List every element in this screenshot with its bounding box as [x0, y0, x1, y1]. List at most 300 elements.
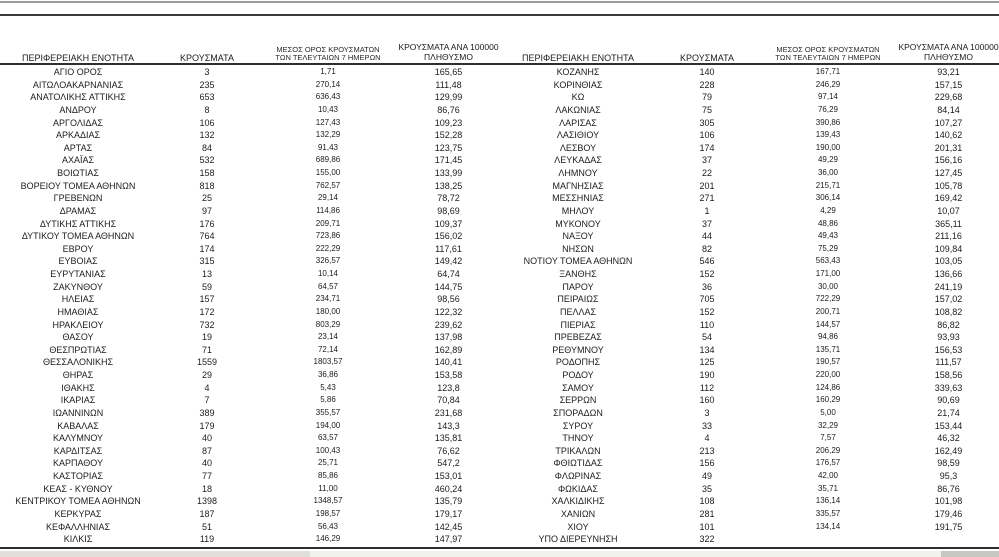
region-name-cell: ΙΘΑΚΗΣ [61, 382, 95, 393]
region-name-cell: ΔΥΤΙΚΟΥ ΤΟΜΕΑ ΑΘΗΝΩΝ [21, 231, 135, 242]
cases-cell: 132 [199, 130, 215, 141]
avg-7day-cell: 75,29 [817, 243, 839, 253]
region-name-cell: ΚΑΡΠΑΘΟΥ [52, 458, 104, 469]
header-underline [0, 63, 999, 65]
avg-7day-cell: 222,29 [315, 243, 341, 253]
region-name-cell: ΚΕΑΣ - ΚΥΘΝΟΥ [43, 483, 113, 494]
header-avg-7day-line1: ΜΕΣΟΣ ΟΡΟΣ ΚΡΟΥΣΜΑΤΩΝ [276, 44, 380, 54]
avg-7day-cell: 803,29 [315, 319, 341, 329]
cases-cell: 97 [201, 205, 212, 216]
avg-7day-cell: 134,14 [815, 521, 841, 531]
cases-cell: 174 [199, 243, 215, 254]
avg-7day-cell: 10,14 [317, 269, 339, 278]
cases-cell: 59 [201, 281, 212, 292]
region-name-cell: ΣΥΡΟΥ [562, 420, 594, 431]
region-name-cell: ΑΝΑΤΟΛΙΚΗΣ ΑΤΤΙΚΗΣ [30, 92, 126, 103]
cases-cell: 51 [201, 521, 212, 532]
table-row [500, 407, 999, 420]
table-row [500, 255, 999, 268]
per-100k-cell: 191,75 [934, 521, 963, 532]
header-avg-7day [758, 46, 898, 63]
table-row [0, 142, 499, 155]
region-name-cell: ΧΑΝΙΩΝ [560, 508, 596, 519]
cases-cell: 140 [699, 67, 715, 77]
per-100k-cell: 122,32 [434, 306, 463, 317]
header-per-100k [898, 43, 999, 63]
header-avg-7day-line2: ΤΩΝ ΤΕΛΕΥΤΑΙΩΝ 7 ΗΜΕΡΩΝ [775, 53, 881, 63]
region-name-cell: ΦΘΙΩΤΙΔΑΣ [553, 458, 603, 469]
table-row [0, 192, 499, 205]
per-100k-cell: 158,56 [934, 370, 963, 380]
cases-cell: 156 [699, 458, 715, 469]
table-row [0, 420, 499, 433]
header-cases: ΚΡΟΥΣΜΑΤΑ [680, 52, 734, 63]
avg-7day-cell: 215,71 [815, 180, 841, 190]
cases-cell: 176 [199, 218, 215, 229]
region-name-cell: ΕΥΒΟΙΑΣ [58, 256, 98, 267]
per-100k-cell: 153,58 [434, 370, 463, 380]
top-rule-dark [0, 14, 999, 16]
region-name-cell: ΒΟΡΕΙΟΥ ΤΟΜΕΑ ΑΘΗΝΩΝ [20, 180, 136, 191]
cases-cell: 101 [699, 521, 715, 532]
cases-cell: 228 [699, 79, 715, 90]
region-name-cell: ΓΡΕΒΕΝΩΝ [53, 193, 103, 204]
region-name-cell: ΡΕΘΥΜΝΟΥ [552, 344, 604, 355]
cases-cell: 705 [699, 294, 715, 305]
table-row [500, 79, 999, 92]
region-name-cell: ΛΕΣΒΟΥ [559, 142, 597, 153]
cases-cell: 201 [699, 180, 715, 191]
scrollbar-thumb[interactable] [0, 551, 310, 557]
per-100k-cell: 129,99 [434, 92, 463, 103]
cases-cell: 172 [199, 306, 215, 317]
avg-7day-cell: 160,29 [815, 395, 841, 405]
region-name-cell: ΠΙΕΡΙΑΣ [560, 319, 596, 330]
cases-cell: 3 [704, 407, 710, 418]
avg-7day-cell: 636,43 [315, 92, 341, 102]
avg-7day-cell: 91,43 [317, 142, 339, 152]
table-row [0, 470, 499, 483]
per-100k-cell: 157,15 [934, 79, 963, 90]
region-name-cell: ΚΑΣΤΟΡΙΑΣ [53, 471, 103, 481]
cases-cell: 25 [201, 193, 212, 204]
cases-cell: 157 [199, 294, 215, 305]
avg-7day-cell: 30,00 [817, 281, 839, 291]
per-100k-cell: 70,84 [437, 395, 460, 406]
avg-7day-cell: 171,00 [815, 269, 841, 278]
table-row [500, 129, 999, 142]
avg-7day-cell: 42,00 [817, 471, 839, 480]
avg-7day-cell: 29,14 [317, 193, 339, 203]
region-name-cell: ΘΕΣΠΡΩΤΙΑΣ [49, 344, 107, 355]
cases-cell: 106 [199, 117, 215, 128]
cases-cell: 235 [199, 79, 215, 90]
region-name-cell: ΤΗΝΟΥ [562, 433, 594, 444]
table-row [500, 533, 999, 546]
region-name-cell: ΠΕΛΛΑΣ [559, 306, 597, 317]
per-100k-cell: 162,49 [934, 445, 963, 456]
region-name-cell: ΚΑΒΑΛΑΣ [57, 420, 99, 431]
avg-7day-cell [758, 533, 898, 546]
table-row [0, 483, 499, 496]
avg-7day-cell: 206,29 [815, 445, 841, 455]
table-row [0, 180, 499, 193]
avg-7day-cell: 155,00 [315, 168, 341, 177]
region-name-cell: ΑΡΓΟΛΙΔΑΣ [53, 117, 103, 128]
avg-7day-cell: 49,43 [817, 231, 839, 241]
header-avg-7day-line2: ΤΩΝ ΤΕΛΕΥΤΑΙΩΝ 7 ΗΜΕΡΩΝ [275, 53, 381, 63]
region-name-cell: ΑΝΔΡΟΥ [59, 104, 97, 115]
table-row [0, 521, 499, 534]
cases-cell: 1559 [196, 357, 218, 368]
region-name-cell: ΝΟΤΙΟΥ ΤΟΜΕΑ ΑΘΗΝΩΝ [523, 256, 633, 267]
avg-7day-cell: 36,00 [817, 168, 839, 177]
table-row [500, 356, 999, 369]
cases-cell: 546 [699, 256, 715, 267]
region-name-cell: ΚΕΡΚΥΡΑΣ [54, 508, 102, 519]
cases-cell: 36 [701, 281, 712, 292]
table-row [500, 180, 999, 193]
per-100k-cell: 153,44 [934, 420, 963, 431]
table-row [0, 356, 499, 369]
region-name-cell: ΛΕΥΚΑΔΑΣ [554, 155, 602, 166]
scrollbar-track[interactable] [0, 551, 999, 557]
table-row [500, 230, 999, 243]
avg-7day-cell: 390,86 [815, 117, 841, 127]
cases-cell: 134 [699, 344, 715, 355]
cases-cell: 4 [704, 433, 710, 444]
avg-7day-cell: 72,14 [317, 344, 339, 354]
avg-7day-cell: 11,00 [318, 483, 338, 493]
per-100k-cell: 156,16 [934, 155, 963, 166]
table-row [500, 243, 999, 256]
region-name-cell: ΜΥΚΟΝΟΥ [555, 218, 601, 229]
avg-7day-cell: 64,57 [317, 281, 339, 291]
table-row [0, 154, 499, 167]
cases-cell: 7 [204, 395, 210, 406]
avg-7day-cell: 144,57 [815, 319, 841, 329]
table-row [500, 495, 999, 508]
table-row [0, 457, 499, 470]
region-name-cell: ΔΥΤΙΚΗΣ ΑΤΤΙΚΗΣ [39, 218, 117, 229]
region-name-cell: ΜΕΣΣΗΝΙΑΣ [552, 193, 604, 204]
per-100k-cell: 135,79 [434, 496, 463, 507]
per-100k-cell: 107,27 [934, 117, 963, 128]
per-100k-cell: 171,45 [434, 155, 463, 166]
cases-cell: 112 [699, 382, 715, 393]
region-name-cell: ΚΩ [571, 92, 585, 103]
region-name-cell: ΑΡΚΑΔΙΑΣ [55, 130, 101, 141]
per-100k-cell: 133,99 [434, 168, 463, 178]
table-body-right [500, 66, 999, 546]
header-avg-7day [258, 46, 398, 63]
avg-7day-cell: 234,71 [315, 294, 341, 304]
cases-cell: 71 [201, 344, 212, 355]
table-row [500, 508, 999, 521]
table-row [0, 218, 499, 231]
cases-cell: 75 [701, 104, 712, 115]
region-name-cell: ΠΑΡΟΥ [562, 281, 594, 292]
table-row [0, 91, 499, 104]
cases-cell: 322 [699, 534, 715, 545]
table-row [0, 243, 499, 256]
cases-cell: 110 [699, 319, 715, 330]
cases-cell: 653 [199, 92, 215, 103]
table-row [500, 281, 999, 294]
region-name-cell: ΝΗΣΩΝ [562, 243, 594, 254]
region-name-cell: ΕΒΡΟΥ [62, 243, 94, 254]
cases-cell: 35 [701, 483, 712, 494]
per-100k-cell: 86,76 [437, 104, 460, 115]
region-name-cell: ΑΓΙΟ ΟΡΟΣ [53, 67, 103, 77]
top-rule-light [0, 1, 999, 3]
per-100k-cell: 179,17 [434, 508, 463, 519]
cases-cell: 125 [699, 357, 715, 368]
region-name-cell: ΛΑΣΙΘΙΟΥ [556, 130, 600, 141]
per-100k-cell: 93,93 [937, 332, 960, 343]
table-row [0, 230, 499, 243]
cases-cell: 8 [204, 104, 210, 115]
region-name-cell: ΧΙΟΥ [567, 521, 589, 532]
per-100k-cell: 365,11 [935, 218, 962, 229]
table-row [0, 508, 499, 521]
per-100k-cell: 76,62 [437, 445, 460, 456]
per-100k-cell: 108,82 [934, 306, 963, 317]
avg-7day-cell: 135,71 [815, 344, 841, 354]
cases-cell: 271 [699, 193, 715, 204]
region-name-cell: ΚΟΖΑΝΗΣ [556, 67, 600, 77]
header-per-100k-line1: ΚΡΟΥΣΜΑΤΑ ΑΝΑ 100000 [898, 42, 999, 53]
cases-cell: 152 [699, 306, 715, 317]
avg-7day-cell: 270,14 [315, 79, 341, 89]
avg-7day-cell: 220,00 [815, 370, 841, 379]
avg-7day-cell: 167,71 [815, 67, 841, 76]
per-100k-cell: 239,62 [434, 319, 463, 330]
cases-cell: 1 [704, 205, 710, 216]
cases-cell: 187 [199, 508, 215, 519]
per-100k-cell: 241,19 [934, 281, 963, 292]
per-100k-cell: 229,68 [934, 92, 963, 103]
avg-7day-cell: 180,00 [315, 306, 341, 316]
table-row [500, 167, 999, 180]
regional-table-right [500, 38, 999, 547]
header-avg-7day-line1: ΜΕΣΟΣ ΟΡΟΣ ΚΡΟΥΣΜΑΤΩΝ [776, 44, 880, 54]
avg-7day-cell: 23,14 [317, 332, 339, 342]
avg-7day-cell: 200,71 [815, 306, 841, 316]
avg-7day-cell: 1803,57 [313, 357, 343, 367]
table-row [500, 420, 999, 433]
avg-7day-cell: 136,14 [815, 496, 841, 506]
avg-7day-cell: 194,00 [315, 420, 341, 430]
avg-7day-cell: 35,71 [817, 483, 839, 493]
region-name-cell: ΧΑΛΚΙΔΙΚΗΣ [551, 496, 605, 507]
per-100k-cell: 138,25 [434, 180, 463, 191]
table-row [500, 483, 999, 496]
table-header-row [500, 38, 999, 63]
avg-7day-cell: 5,43 [320, 382, 336, 392]
region-name-cell: ΦΩΚΙΔΑΣ [558, 483, 598, 494]
per-100k-cell: 109,23 [434, 117, 463, 128]
region-name-cell: ΛΑΡΙΣΑΣ [559, 117, 597, 128]
cases-cell: 3 [204, 67, 210, 77]
per-100k-cell: 140,62 [934, 130, 963, 141]
region-name-cell: ΚΕΦΑΛΛΗΝΙΑΣ [45, 521, 111, 532]
region-name-cell: ΦΛΩΡΙΝΑΣ [554, 471, 602, 481]
avg-7day-cell: 1348,57 [313, 496, 343, 506]
cases-cell: 49 [701, 471, 712, 481]
avg-7day-cell: 723,86 [315, 231, 341, 241]
region-name-cell: ΚΑΛΥΜΝΟΥ [52, 433, 104, 444]
table-body-left [0, 66, 499, 546]
per-100k-cell: 152,28 [434, 130, 463, 141]
cases-cell: 389 [199, 407, 215, 418]
region-name-cell: ΑΙΤΩΛΟΑΚΑΡΝΑΝΙΑΣ [32, 79, 124, 90]
table-row [0, 432, 499, 445]
cases-cell: 13 [201, 269, 212, 279]
cases-cell: 108 [699, 496, 715, 507]
table-row [500, 445, 999, 458]
avg-7day-cell: 114,86 [316, 205, 340, 215]
cases-cell: 818 [199, 180, 215, 191]
cases-cell: 82 [701, 243, 712, 254]
table-row [0, 79, 499, 92]
per-100k-cell: 211,16 [935, 231, 962, 242]
cases-cell: 18 [201, 483, 212, 494]
region-name-cell: ΜΑΓΝΗΣΙΑΣ [552, 180, 604, 191]
table-row [500, 470, 999, 483]
table-row [500, 521, 999, 534]
table-row [0, 331, 499, 344]
cases-cell: 119 [199, 534, 215, 545]
cases-cell: 79 [701, 92, 712, 103]
header-region-name: ΠΕΡΙΦΕΡΕΙΑΚΗ ΕΝΟΤΗΤΑ [21, 52, 135, 63]
avg-7day-cell: 4,29 [820, 205, 836, 215]
cases-cell: 281 [699, 508, 715, 519]
avg-7day-cell: 190,57 [815, 357, 841, 367]
cases-cell: 22 [701, 168, 712, 178]
cases-cell: 174 [699, 142, 715, 153]
header-per-100k-line2: ΠΛΗΘΥΣΜΟ [924, 52, 973, 63]
cases-cell: 1398 [196, 496, 218, 507]
per-100k-cell: 117,61 [435, 243, 462, 254]
per-100k-cell: 460,24 [434, 483, 463, 494]
cases-cell: 40 [201, 433, 212, 444]
table-row [500, 319, 999, 332]
per-100k-cell: 136,66 [934, 269, 963, 279]
avg-7day-cell: 246,29 [815, 79, 841, 89]
cases-cell: 4 [204, 382, 210, 393]
per-100k-cell: 10,07 [937, 205, 960, 216]
cases-cell: 37 [701, 155, 712, 166]
header-per-100k [398, 43, 499, 63]
per-100k-cell: 101,98 [934, 496, 963, 507]
region-name-cell: ΠΡΕΒΕΖΑΣ [554, 332, 602, 343]
avg-7day-cell: 176,57 [815, 458, 841, 468]
per-100k-cell: 78,72 [437, 193, 460, 204]
avg-7day-cell: 762,57 [315, 180, 341, 190]
region-name-cell: ΑΡΤΑΣ [63, 142, 93, 153]
cases-cell: 33 [701, 420, 712, 431]
avg-7day-cell: 32,29 [817, 420, 839, 430]
cases-cell: 315 [199, 256, 215, 267]
scrollbar-corner [941, 551, 999, 557]
cases-cell: 732 [199, 319, 215, 330]
table-row [0, 66, 499, 79]
table-row [0, 445, 499, 458]
table-row [0, 394, 499, 407]
avg-7day-cell: 49,29 [817, 155, 839, 165]
regional-table-left [0, 38, 499, 547]
table-row [0, 268, 499, 281]
per-100k-cell: 86,76 [937, 483, 960, 494]
table-row [500, 369, 999, 382]
per-100k-cell: 153,01 [434, 471, 463, 481]
region-name-cell: ΛΗΜΝΟΥ [558, 168, 598, 178]
region-name-cell: ΡΟΔΟΥ [562, 370, 594, 380]
cases-cell: 190 [699, 370, 715, 380]
per-100k-cell: 111,48 [435, 79, 462, 90]
cases-cell: 213 [699, 445, 715, 456]
avg-7day-cell: 10,43 [317, 104, 339, 114]
per-100k-cell: 105,78 [934, 180, 963, 191]
per-100k-cell: 84,14 [937, 104, 960, 115]
region-name-cell: ΚΟΡΙΝΘΙΑΣ [553, 79, 603, 90]
avg-7day-cell: 97,14 [817, 92, 839, 102]
table-row [0, 167, 499, 180]
table-row [500, 91, 999, 104]
cases-cell: 106 [699, 130, 715, 141]
avg-7day-cell: 132,29 [315, 130, 341, 140]
table-row [0, 382, 499, 395]
per-100k-cell: 111,57 [935, 357, 962, 368]
header-per-100k-line1: ΚΡΟΥΣΜΑΤΑ ΑΝΑ 100000 [398, 42, 499, 53]
per-100k-cell: 98,59 [937, 458, 960, 469]
table-row [500, 218, 999, 231]
cases-cell: 158 [199, 168, 215, 178]
avg-7day-cell: 94,86 [817, 332, 839, 342]
table-row [0, 281, 499, 294]
table-row [0, 319, 499, 332]
per-100k-cell: 64,74 [437, 269, 460, 279]
per-100k-cell: 156,53 [934, 344, 963, 355]
avg-7day-cell: 63,57 [317, 433, 339, 443]
per-100k-cell: 201,31 [934, 142, 963, 153]
per-100k-cell: 93,21 [937, 67, 960, 77]
region-name-cell: ΑΧΑΪΑΣ [61, 155, 95, 166]
table-row [500, 268, 999, 281]
region-name-cell: ΔΡΑΜΑΣ [59, 205, 97, 216]
per-100k-cell: 86,82 [937, 319, 960, 330]
per-100k-cell: 103,05 [934, 256, 963, 267]
region-name-cell: ΞΑΝΘΗΣ [559, 269, 597, 279]
per-100k-cell: 149,42 [434, 256, 463, 267]
cases-cell: 160 [699, 395, 715, 406]
per-100k-cell: 109,37 [434, 218, 463, 229]
per-100k-cell: 95,3 [939, 471, 958, 481]
avg-7day-cell: 127,43 [315, 117, 341, 127]
per-100k-cell [898, 533, 999, 546]
avg-7day-cell: 563,43 [815, 256, 841, 266]
region-name-cell: ΕΥΡΥΤΑΝΙΑΣ [50, 269, 106, 279]
per-100k-cell: 231,68 [434, 407, 463, 418]
avg-7day-cell: 1,71 [320, 67, 336, 76]
region-name-cell: ΣΑΜΟΥ [562, 382, 594, 393]
avg-7day-cell: 48,86 [817, 218, 839, 228]
cases-cell: 152 [699, 269, 715, 279]
table-row [500, 293, 999, 306]
avg-7day-cell: 76,29 [817, 104, 839, 114]
region-name-cell: ΡΟΔΟΠΗΣ [555, 357, 601, 368]
